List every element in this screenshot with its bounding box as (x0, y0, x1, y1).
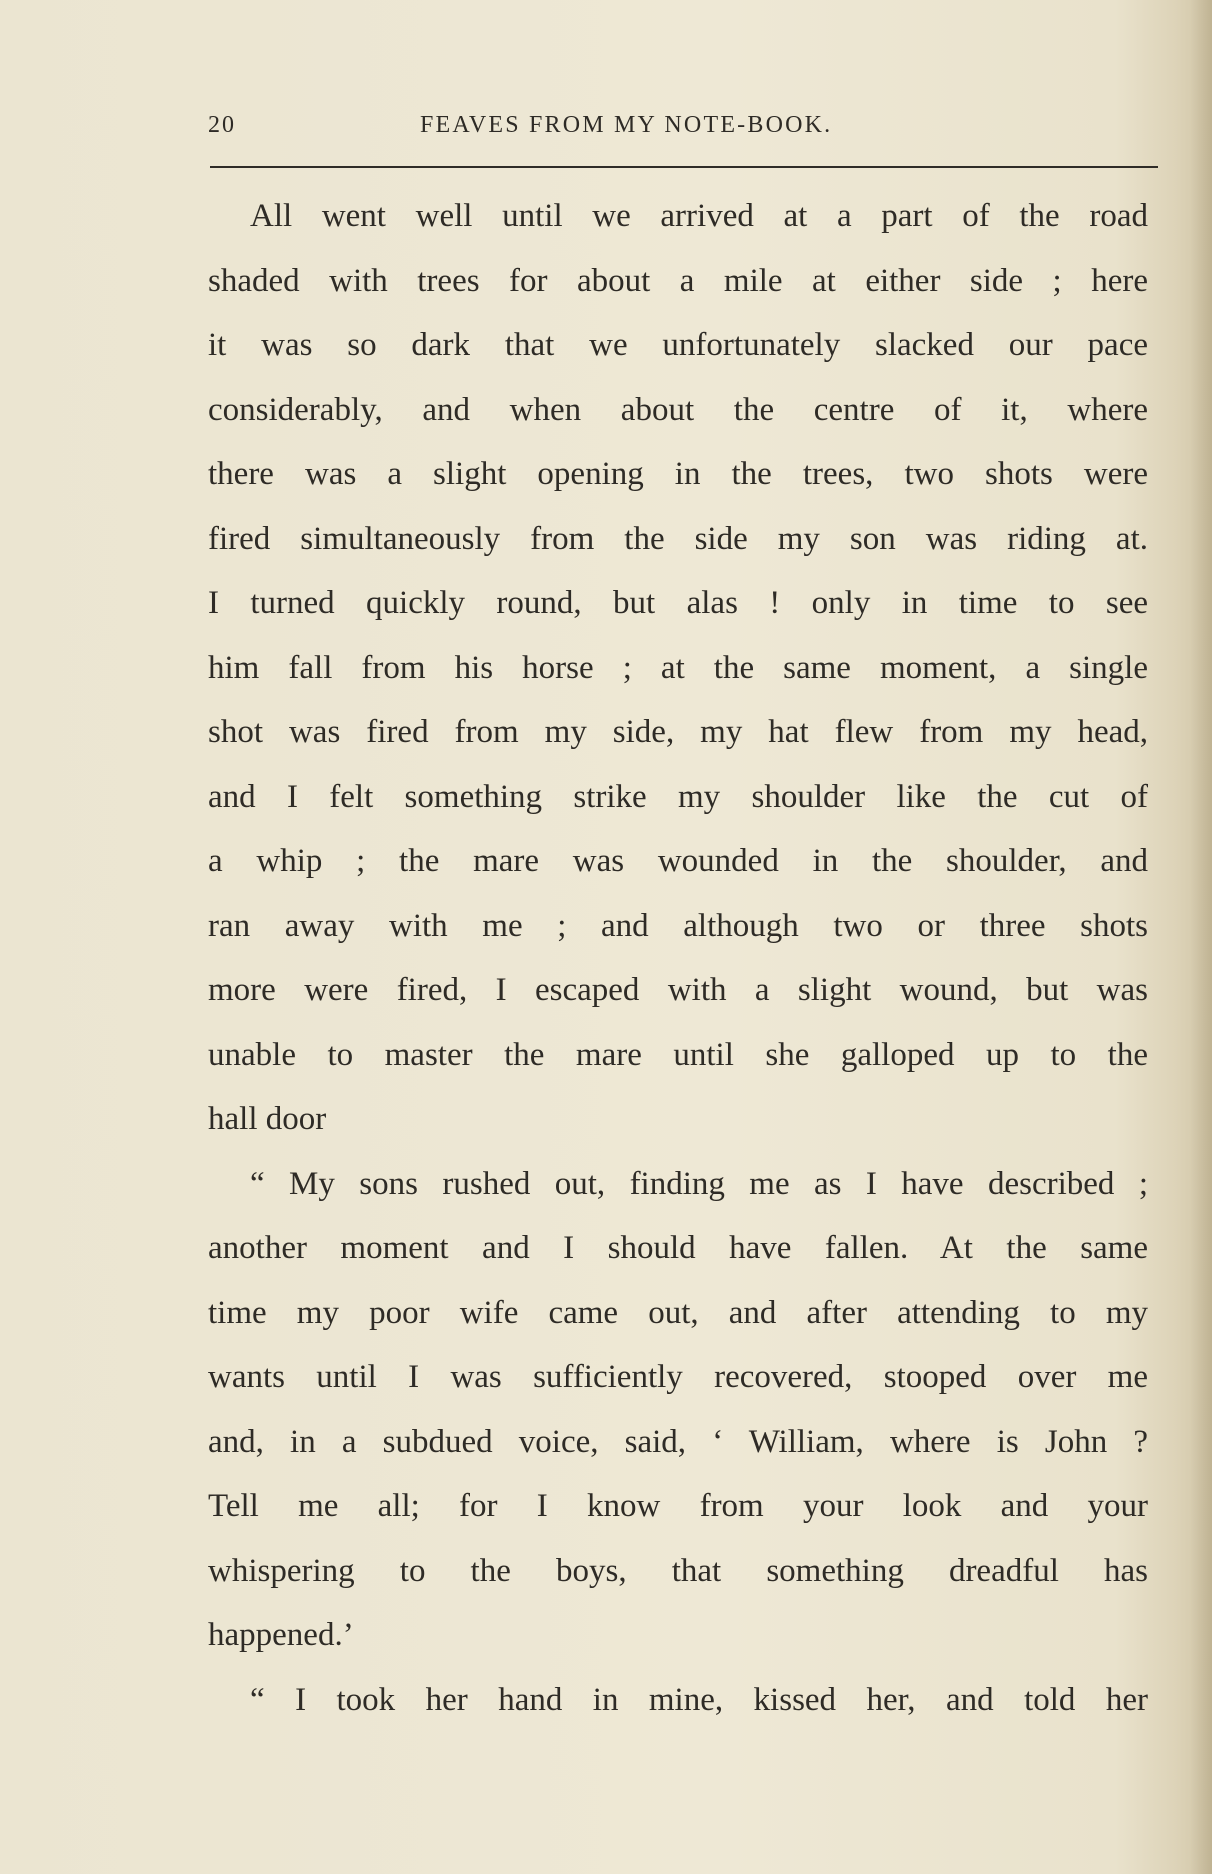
text-line: I turned quickly round, but alas ! only in time to see (208, 585, 1148, 621)
text-line: wants until I was sufficiently recovered, stooped over me (208, 1359, 1148, 1395)
text-line: shot was fired from my side, my hat flew from my head, (208, 714, 1148, 750)
running-title: FEAVES FROM MY NOTE-BOOK. (420, 112, 833, 138)
text-line: “ My sons rushed out, finding me as I have described ; (250, 1165, 1148, 1202)
text-line: more were fired, I escaped with a slight wound, but was (208, 972, 1148, 1008)
text-line: time my poor wife came out, and after attending to my (208, 1294, 1148, 1331)
body-text (208, 184, 1148, 1732)
text-line: hall door (208, 1101, 327, 1137)
text-line: Tell me all; for I know from your look and your (208, 1488, 1148, 1524)
page-edge-shadow (1190, 0, 1212, 1874)
page-number: 20 (208, 112, 236, 138)
text-line: ran away with me ; and although two or three shots (208, 907, 1148, 944)
text-line: it was so dark that we unfortunately slacked our pace (208, 327, 1148, 363)
text-line: and, in a subdued voice, said, ‘ William, where is John ? (208, 1423, 1148, 1460)
running-head (208, 112, 1168, 152)
text-line: and I felt something strike my shoulder like the cut of (208, 778, 1148, 815)
text-line: him fall from his horse ; at the same moment, a single (208, 649, 1148, 686)
text-line: considerably, and when about the centre of it, where (208, 391, 1148, 428)
text-line: unable to master the mare until she galloped up to the (208, 1036, 1148, 1073)
text-line: another moment and I should have fallen. At the same (208, 1230, 1148, 1266)
text-line: happened.’ (208, 1617, 354, 1653)
text-line: fired simultaneously from the side my son was riding at. (208, 520, 1148, 557)
text-line: whispering to the boys, that something dreadful has (208, 1552, 1148, 1589)
text-line: shaded with trees for about a mile at either side ; here (208, 262, 1148, 299)
text-line: a whip ; the mare was wounded in the shoulder, and (208, 843, 1148, 879)
header-rule (210, 166, 1158, 168)
text-line: “ I took her hand in mine, kissed her, and told her (250, 1681, 1148, 1718)
text-line: All went well until we arrived at a part of the road (250, 198, 1148, 234)
text-line: there was a slight opening in the trees, two shots were (208, 456, 1148, 492)
